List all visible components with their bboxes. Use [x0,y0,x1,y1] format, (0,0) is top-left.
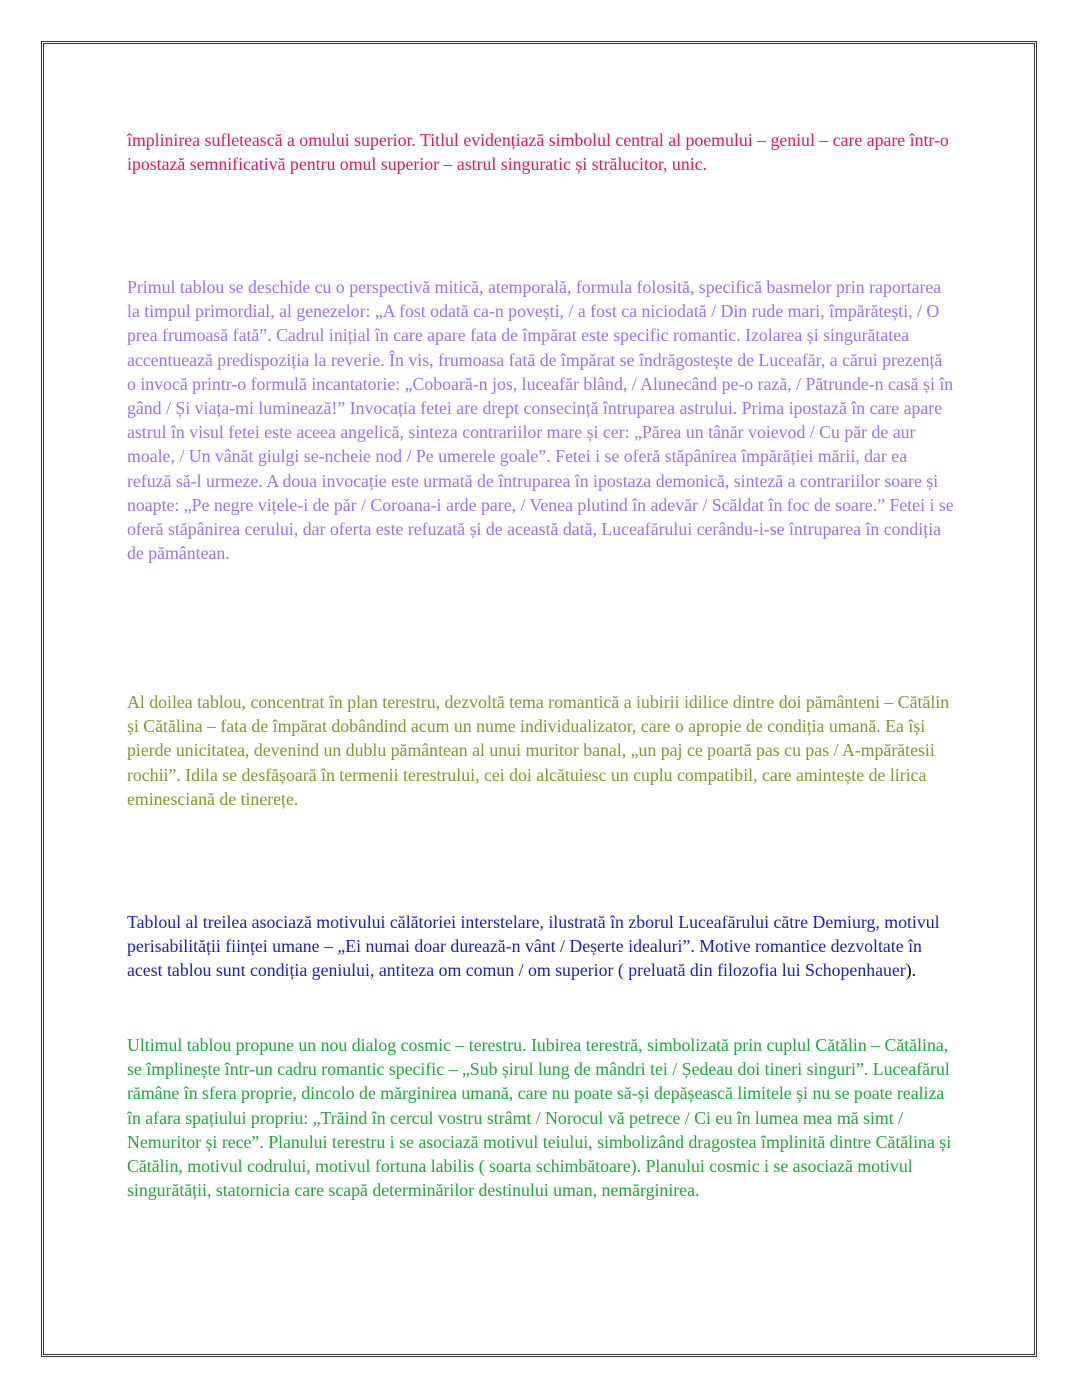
paragraph-text: Tabloul al treilea asociază motivului călătoriei interstelare, ilustrată în zborul Luceafărului către Demiurg, motivul perisabilității ființei umane – „Ei numai doar durează-n vânt / Deșerte idealuri”. Motive romantice dezvoltate în acest tablou sunt condiția geniului, antiteza om comun / om superior ( preluată din filozofia lui Schopenhauer [127,912,940,981]
paragraph-text: Ultimul tablou propune un nou dialog cosmic – terestru. Iubirea terestră, simbolizată prin cuplul Cătălin – Cătălina, se împlinește într-un cadru romantic specific – „Sub șirul lung de mândri tei / Ședeau doi tineri singuri”. Luceafărul rămâne în sfera proprie, dincolo de mărginirea umană, care nu poate să-și depășească limitele și nu se poate realiza în afara spațiului propriu: „Trăind în cercul vostru strâmt / Norocul vă petrece / Ci eu în lumea mea mă simt / Nemuritor și rece”. Planului terestru i se asociază motivul teiului, simbolizând dragostea împlinită dintre Cătălina și Cătălin, motivul codrului, motivul fortuna labilis ( soarta schimbătoare). Planului cosmic i se asociază motivul singurătății, statornicia care scapă determinărilor destinului uman, nemărginirea. [127,1035,952,1201]
paragraph-third-tableau [127,910,955,983]
paragraph-final-tableau [127,1033,955,1202]
paragraph-text: Al doilea tablou, concentrat în plan terestru, dezvoltă tema romantică a iubirii idilice dintre doi pământeni – Cătălin și Cătălina – fata de împărat dobândind acum un nume individualizator, care o apropie de condiția umană. Ea își pierde unicitatea, devenind un dublu pământean al unui muritor banal, „un paj ce poartă pas cu pas / A-mpărătesii rochii”. Idila se desfășoară în termenii terestrului, cei doi alcătuiesc un cuplu compatibil, care amintește de lirica eminesciană de tinerețe. [127,692,950,809]
paragraph-text: împlinirea sufletească a omului superior. Titlul evidențiază simbolul central al poemului – geniul – care apare într-o ipostază semnificativă pentru omul superior – astrul singuratic și strălucitor, unic. [127,130,949,175]
paragraph-intro-ending [127,128,955,176]
paragraph-first-tableau [127,275,955,565]
paragraph-second-tableau [127,690,955,811]
paragraph-text: Primul tablou se deschide cu o perspectivă mitică, atemporală, formula folosită, specifică basmelor prin raportarea la timpul primordial, al genezelor: „A fost odată ca-n povești, / a fost ca niciodată / Din rude mari, împărătești, / O prea frumoasă fată”. Cadrul inițial în care apare fata de împărat este specific romantic. Izolarea și singurătatea accentuează predispoziția la reverie. În vis, frumoasa fată de împărat se îndrăgostește de Luceafăr, a cărui prezență o invocă printr-o formulă incantatorie: „Coboară-n jos, luceafăr blând, / Alunecând pe-o rază, / Pătrunde-n casă și în gând / Și viața-mi luminează!” Invocația fetei are drept consecință întruparea astrului. Prima ipostază în care apare astrul în visul fetei este aceea angelică, sinteza contrariilor mare și cer: „Părea un tânăr voievod / Cu păr de aur moale, / Un vânăt giulgi se-ncheie nod / Pe umerele goale”. Fetei i se oferă stăpânirea împărăției mării, dar ea refuză să-l urmeze. A doua invocație este urmată de întruparea în ipostaza demonică, sinteză a contrariilor soare și noapte: „Pe negre vițele-i de păr / Coroana-i arde pare, / Venea plutind în adevăr / Scăldat în foc de soare.” Fetei i se oferă stăpânirea cerului, dar oferta este refuzată și de această dată, Luceafărului cerându-i-se întruparea în condiția de pământean. [127,277,954,564]
paragraph-tail: ). [905,960,917,981]
